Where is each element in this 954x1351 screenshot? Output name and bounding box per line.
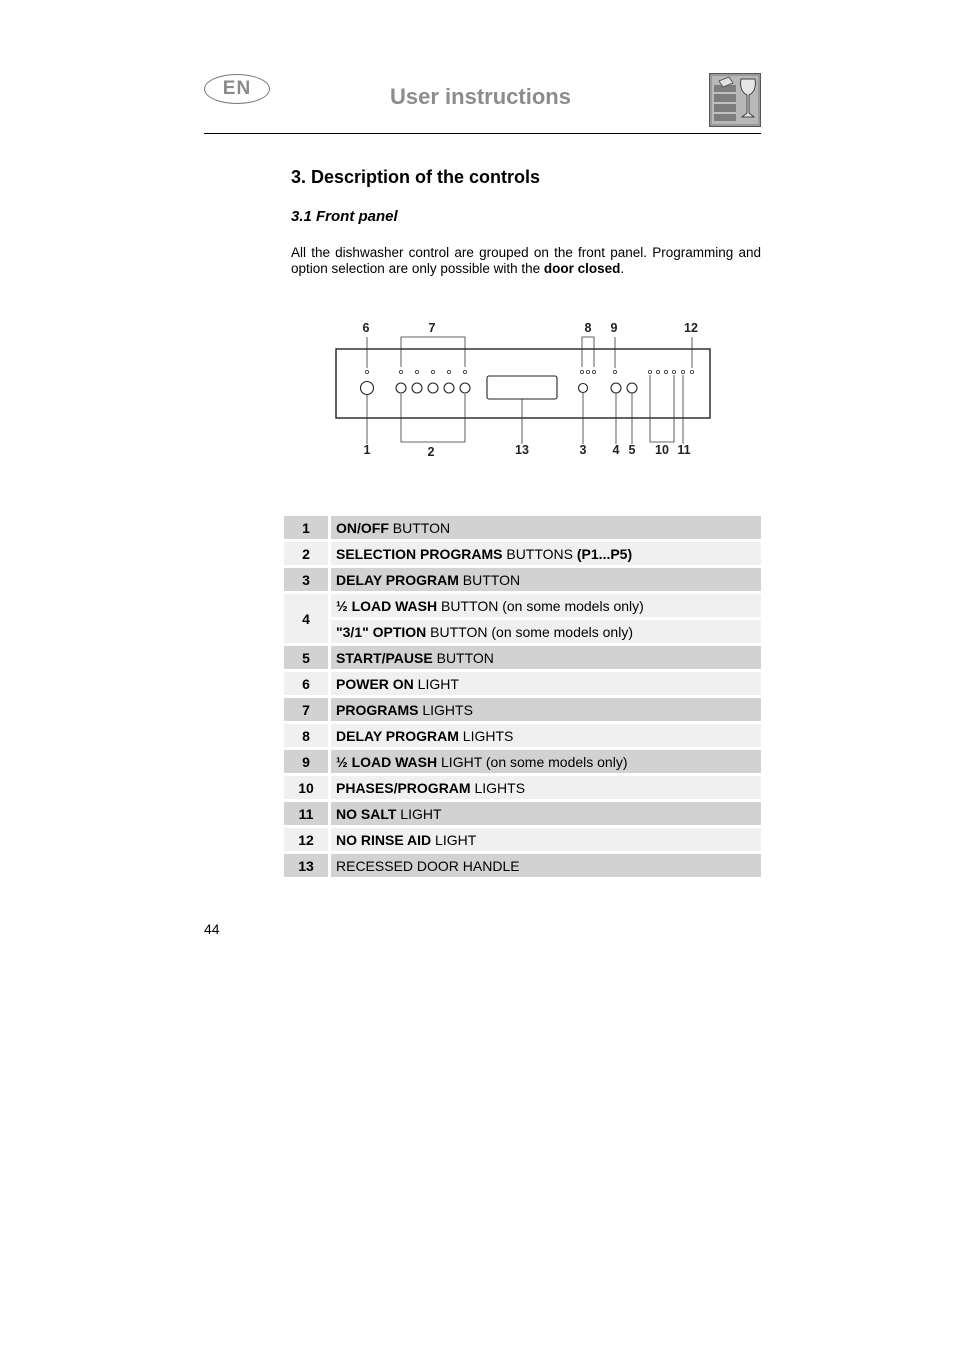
row-number: 9: [284, 750, 331, 773]
label-13: 13: [515, 443, 529, 457]
label-11: 11: [677, 443, 691, 457]
table-row: [284, 542, 761, 565]
row-number: 6: [284, 672, 331, 695]
row-description: POWER ON LIGHT: [331, 672, 761, 695]
row-description: SELECTION PROGRAMS BUTTONS (P1...P5): [331, 542, 761, 565]
row-number: 8: [284, 724, 331, 747]
row-number: 12: [284, 828, 331, 851]
row-number: 7: [284, 698, 331, 721]
row-number: 2: [284, 542, 331, 565]
label-4: 4: [612, 443, 620, 457]
header-divider: [204, 133, 761, 134]
row-description: NO RINSE AID LIGHT: [331, 828, 761, 851]
table-row: [284, 646, 761, 669]
label-1: 1: [363, 443, 371, 457]
intro-emphasis: door closed: [543, 261, 621, 276]
row-description: ON/OFF BUTTON: [331, 516, 761, 539]
program-button-p1: [396, 383, 406, 393]
table-row: [284, 594, 761, 617]
display-window: [487, 376, 557, 399]
table-row: [284, 724, 761, 747]
program-button-p2: [412, 383, 422, 393]
label-2: 2: [427, 445, 435, 459]
table-row: [284, 776, 761, 799]
half-load-button: [611, 383, 621, 393]
row-description: NO SALT LIGHT: [331, 802, 761, 825]
program-button-p3: [428, 383, 438, 393]
label-9: 9: [610, 321, 618, 335]
row-description: ½ LOAD WASH BUTTON (on some models only): [331, 594, 761, 617]
label-7: 7: [428, 321, 436, 335]
table-row: [284, 802, 761, 825]
table-row: [284, 750, 761, 773]
label-5: 5: [628, 443, 636, 457]
label-12: 12: [684, 321, 698, 335]
language-badge: EN: [204, 74, 270, 104]
delay-program-button: [579, 384, 588, 393]
table-row: [284, 516, 761, 539]
intro-end: .: [620, 261, 625, 276]
row-description: ½ LOAD WASH LIGHT (on some models only): [331, 750, 761, 773]
row-description: DELAY PROGRAM BUTTON: [331, 568, 761, 591]
table-row: [284, 620, 761, 643]
intro-paragraph: [291, 245, 761, 277]
table-row: [284, 568, 761, 591]
intro-text: All the dishwasher control are grouped on the front panel. Programming and option selection are only possible with the: [291, 245, 761, 276]
row-number: 5: [284, 646, 331, 669]
table-row: [284, 828, 761, 851]
start-pause-button: [627, 383, 637, 393]
row-number: 1: [284, 516, 331, 539]
row-description: PROGRAMS LIGHTS: [331, 698, 761, 721]
front-panel-diagram: [330, 315, 720, 465]
row-description: START/PAUSE BUTTON: [331, 646, 761, 669]
on-off-button: [361, 382, 374, 395]
label-8: 8: [584, 321, 592, 335]
row-description: "3/1" OPTION BUTTON (on some models only): [331, 620, 761, 643]
row-description: DELAY PROGRAM LIGHTS: [331, 724, 761, 747]
row-description: RECESSED DOOR HANDLE: [331, 854, 761, 877]
table-row: [284, 672, 761, 695]
program-button-p4: [444, 383, 454, 393]
table-row: [284, 698, 761, 721]
row-description: PHASES/PROGRAM LIGHTS: [331, 776, 761, 799]
row-number: 4: [284, 594, 331, 643]
row-number: 10: [284, 776, 331, 799]
table-row: [284, 854, 761, 877]
row-number: 11: [284, 802, 331, 825]
program-button-p5: [460, 383, 470, 393]
dishwasher-glasses-icon: [709, 73, 761, 127]
label-10: 10: [655, 443, 669, 457]
label-3: 3: [579, 443, 587, 457]
subsection-heading: 3.1 Front panel: [291, 208, 398, 225]
document-title: User instructions: [390, 84, 571, 109]
section-heading: 3. Description of the controls: [291, 167, 541, 187]
row-number: 3: [284, 568, 331, 591]
controls-table: [284, 513, 761, 880]
page-number: 44: [204, 921, 220, 937]
row-number: 13: [284, 854, 331, 877]
label-6: 6: [362, 321, 370, 335]
